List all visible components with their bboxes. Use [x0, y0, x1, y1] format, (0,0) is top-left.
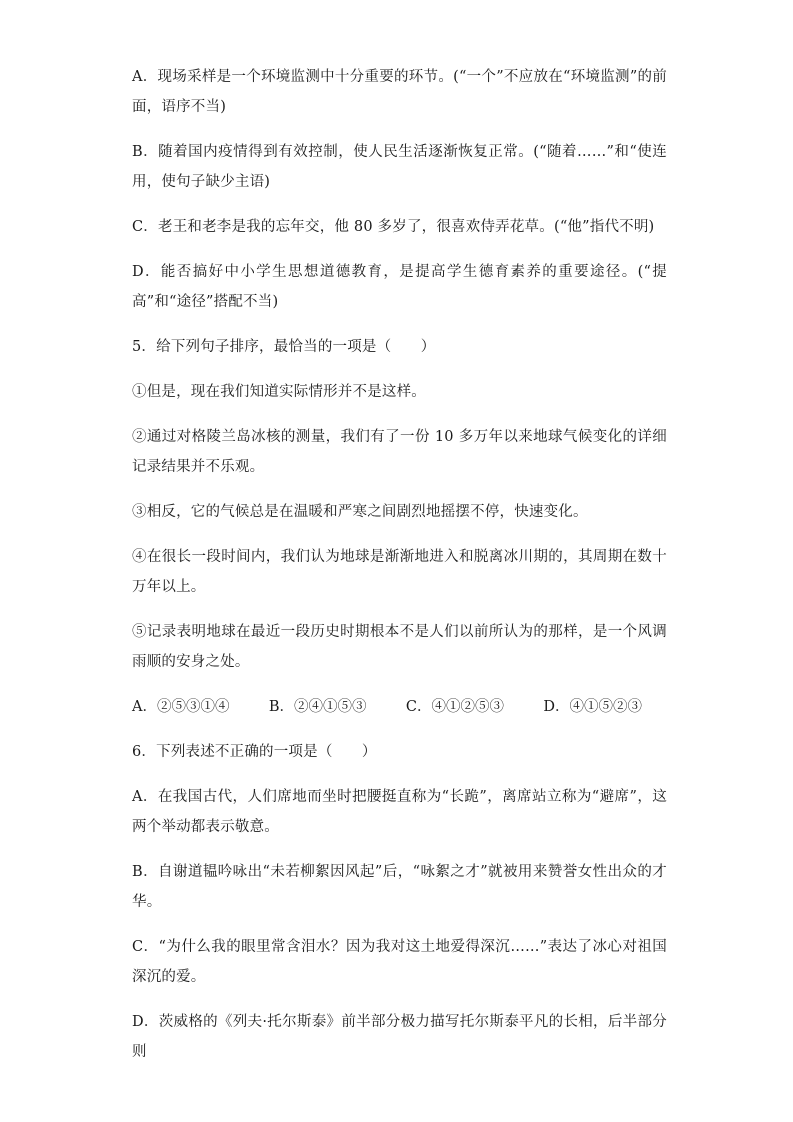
q5-option-d: D．④①⑤②③	[543, 699, 642, 715]
q6-option-c: C．“为什么我的眼里常含泪水？因为我对这土地爱得深沉……”表达了冰心对祖国深沉的爱。	[132, 939, 667, 985]
q6-option-b: B．自谢道韫吟咏出“未若柳絮因风起”后，“咏絮之才”就被用来赞誉女性出众的才华。	[132, 864, 667, 910]
q4-option-a: A．现场采样是一个环境监测中十分重要的环节。(“一个”不应放在“环境监测”的前面，语序不当)	[132, 69, 667, 115]
q5-option-b: B．②④①⑤③	[268, 699, 367, 715]
q5-stem: 5．给下列句子排序，最恰当的一项是（ ）	[132, 339, 436, 355]
q6-stem: 6．下列表述不正确的一项是（ ）	[132, 744, 377, 760]
q4-option-c: C．老王和老李是我的忘年交，他 80 多岁了，很喜欢侍弄花草。(“他”指代不明)	[132, 219, 655, 235]
q6-option-a: A．在我国古代，人们席地而坐时把腰挺直称为“长跪”，离席站立称为“避席”，这两个举动都表示敬意。	[132, 789, 667, 835]
q5-options	[132, 692, 667, 722]
q5-sentence-3: ③相反，它的气候总是在温暖和严寒之间剧烈地摇摆不停，快速变化。	[132, 504, 588, 520]
q5-option-a: A．②⑤③①④	[132, 699, 230, 715]
q4-option-b: B．随着国内疫情得到有效控制，使人民生活逐渐恢复正常。(“随着……”和“使连用，使句子缺少主语)	[132, 144, 667, 190]
page-content	[132, 62, 667, 1082]
q5-option-c: C．④①②⑤③	[405, 699, 504, 715]
q4-option-d: D．能否搞好中小学生思想道德教育，是提高学生德育素养的重要途径。(“提高”和“途径”搭配不当)	[132, 264, 667, 310]
q5-sentence-5: ⑤记录表明地球在最近一段历史时期根本不是人们以前所认为的那样，是一个风调雨顺的安身之处。	[132, 624, 667, 670]
q6-option-d: D．茨威格的《列夫·托尔斯泰》前半部分极力描写托尔斯泰平凡的长相，后半部分则	[132, 1014, 667, 1060]
q5-sentence-2: ②通过对格陵兰岛冰核的测量，我们有了一份 10 多万年以来地球气候变化的详细记录结果并不乐观。	[132, 429, 667, 475]
q5-sentence-1: ①但是，现在我们知道实际情形并不是这样。	[132, 384, 426, 400]
q5-sentence-4: ④在很长一段时间内，我们认为地球是渐渐地进入和脱离冰川期的，其周期在数十万年以上。	[132, 549, 667, 595]
